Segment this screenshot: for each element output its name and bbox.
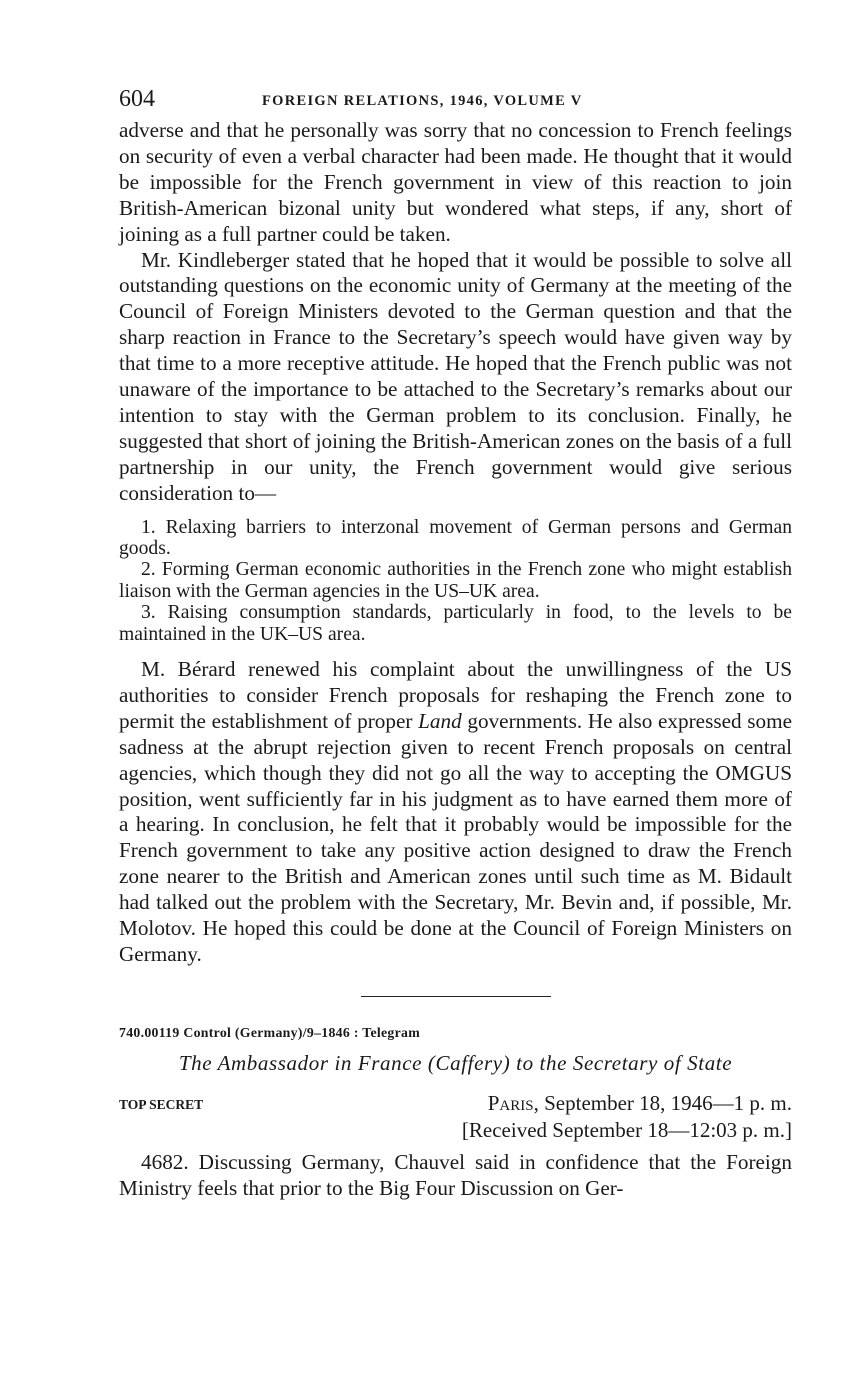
received-line: [Received September 18—12:03 p. m.] bbox=[461, 1117, 792, 1142]
page-header bbox=[119, 82, 792, 118]
paragraph-kindleberger: Mr. Kindleberger stated that he hoped that it would be possible to solve all outstanding questions on the economic unity of Germany at the meeting of the Council of Foreign Ministers devoted to the German question and that the sharp reaction in France to the Secretary’s speech would have given way by that time to a more receptive attitude. He hoped that the French public was not unaware of the importance to be attached to the Secretary’s remarks about our intention to stay with the German problem to its conclusion. Finally, he suggested that short of joining the British-American zones on the basis of a full partnership in our unity, the French government would give serious consideration to— bbox=[119, 247, 792, 505]
file-reference: 740.00119 Control (Germany)/9–1846 : Telegram bbox=[119, 1024, 421, 1040]
document-title bbox=[119, 1051, 792, 1076]
list-item: 3. Raising consumption standards, particularly in food, to the levels to be maintained in the UK–US area. bbox=[119, 602, 792, 645]
document-page bbox=[119, 82, 792, 1202]
list-item: 2. Forming German economic authorities in the French zone who might establish liaison with the German agencies in the US–UK area. bbox=[119, 559, 792, 602]
place-date bbox=[488, 1090, 792, 1116]
date-time: , September 18, 1946—1 p. m. bbox=[533, 1090, 792, 1115]
paragraph-berard-italic: Land bbox=[418, 708, 462, 733]
paragraph-berard-text-1: M. Bérard renewed his complaint about the unwillingness of the US authorities to consider French proposals for reshaping the French zone to permit the establishment of proper bbox=[119, 657, 792, 733]
paragraph-continuation: adverse and that he personally was sorry that no concession to French feelings on security of even a verbal character had been made. He thought that it would be impossible for the French government in view of this reaction to join British-American bizonal unity but wondered what steps, if any, short of joining as a full partner could be taken. bbox=[119, 118, 792, 246]
title-part-1: The Ambassador in France ( bbox=[178, 1050, 436, 1075]
classification-label: TOP SECRET bbox=[119, 1096, 204, 1112]
paragraph-berard bbox=[119, 657, 792, 968]
telegram-text: 4682. Discussing Germany, Chauvel said in confidence that the Foreign Ministry feels that prior to the Big Four Discussion on Ger- bbox=[119, 1149, 792, 1200]
title-name: Caffery bbox=[435, 1050, 503, 1075]
page-number: 604 bbox=[119, 86, 155, 112]
dateline bbox=[119, 1090, 792, 1150]
list-item: 1. Relaxing barriers to interzonal movement of German persons and German goods. bbox=[119, 516, 792, 559]
numbered-list bbox=[119, 517, 792, 645]
title-part-2: ) to the Secretary of State bbox=[502, 1050, 733, 1075]
paragraph-berard-text-2: governments. He also expressed some sadness at the abrupt rejection given to recent French proposals on central agencies, which though they did not go all the way to accepting the OMGUS position, went sufficiently far in his judgment as to have earned them more of a hearing. In conclusion, he felt that it probably would be impossible for the French government to take any positive action designed to draw the French zone nearer to the British and American zones until such time as M. Bidault had talked out the problem with the Secretary, Mr. Bevin and, if possible, Mr. Molotov. He hoped this could be done at the Council of Foreign Ministers on Germany. bbox=[119, 708, 792, 966]
section-divider bbox=[361, 996, 551, 997]
running-title: FOREIGN RELATIONS, 1946, VOLUME V bbox=[262, 93, 583, 109]
place: Paris bbox=[487, 1090, 534, 1115]
